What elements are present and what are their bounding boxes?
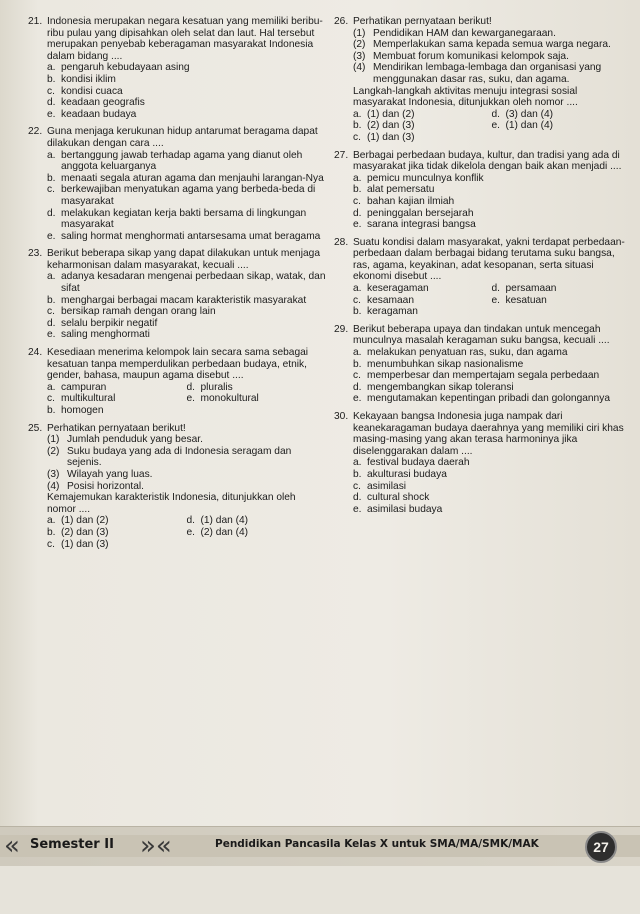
option: e. keadaan budaya — [47, 108, 137, 120]
option: a. pengaruh kebudayaan asing — [47, 62, 190, 74]
question-stem: Perhatikan pernyataan berikut! — [353, 16, 492, 27]
statement: (3) Membuat forum komunikasi kelompok saja. — [353, 50, 569, 62]
question-27 — [334, 150, 630, 231]
statement: (1) Jumlah penduduk yang besar. — [47, 434, 203, 446]
question-stem: Suatu kondisi dalam masyarakat, yakni terdapat perbedaan-perbedaan dalam berbagai bidang terutama suku bangsa, ras, agama, keyakinan, adat kesopanan, serta situasi ekonomi disebut .... — [353, 236, 625, 283]
question-stem: Kekayaan bangsa Indonesia juga nampak dari keanekaragaman budaya daerahnya yang memiliki ciri khas masing-masing yang akan terasa harmoninya jika diselenggarakan dalam .... — [353, 411, 624, 457]
option: a. campuran — [47, 381, 107, 393]
option: c. memperbesar dan mempertajam segala perbedaan — [353, 370, 600, 382]
page-bottom — [0, 866, 640, 914]
question-stem: Berikut beberapa upaya dan tindakan untuk mencegah munculnya masalah keragaman suku bangsa, kecuali .... — [353, 323, 610, 347]
option: d. pluralis — [186, 381, 233, 393]
question-stem: Perhatikan pernyataan berikut! — [47, 422, 186, 434]
option: d. keadaan geografis — [47, 97, 145, 109]
option: c. bersikap ramah dengan orang lain — [47, 306, 216, 318]
option: e. (2) dan (4) — [186, 526, 249, 538]
question-30 — [334, 411, 630, 515]
option: c. (1) dan (3) — [47, 538, 109, 550]
option: b. alat pemersatu — [353, 184, 435, 196]
option: d. (3) dan (4) — [491, 108, 554, 120]
option: a. (1) dan (2) — [47, 515, 109, 527]
option: c. multikultural — [47, 393, 116, 405]
option: a. adanya kesadaran mengenai perbedaan sikap, watak, dan sifat — [47, 271, 326, 295]
option: b. menghargai berbagai macam karakteristik masyarakat — [47, 294, 307, 306]
option: c. berkewajiban menyatukan agama yang berbeda-beda di masyarakat — [47, 184, 316, 207]
statement: (2) Suku budaya yang ada di Indonesia seragam dan sejenis. — [47, 445, 292, 469]
option: c. bahan kajian ilmiah — [353, 195, 455, 207]
question-25 — [28, 423, 326, 551]
option: c. kesamaan — [353, 294, 415, 306]
question-stem: Indonesia merupakan negara kesatuan yang memiliki beribu-ribu pulau yang dipisahkan oleh selat dan laut. Hal tersebut merupakan penyebab keberagaman masyarakat Indonesia dalam bidang .... — [47, 16, 323, 62]
option: b. (2) dan (3) — [47, 526, 109, 538]
question-stem: Guna menjaga kerukunan hidup antarumat beragama dapat dilakukan dengan cara .... — [47, 126, 318, 149]
question-number: 30. — [334, 411, 349, 422]
option: b. menumbuhkan sikap nasionalisme — [353, 358, 524, 370]
chevron-decoration-icon: »« — [140, 831, 172, 861]
question-28 — [334, 237, 630, 318]
option: d. selalu berpikir negatif — [47, 317, 158, 329]
option: a. melakukan penyatuan ras, suku, dan agama — [353, 347, 568, 359]
question-number: 25. — [28, 422, 43, 434]
right-column — [334, 16, 630, 521]
statement: (4) Posisi horizontal. — [47, 480, 145, 492]
semester-label: Semester II — [30, 837, 114, 852]
option: b. menaati segala aturan agama dan menjauhi larangan-Nya — [47, 172, 324, 184]
option: e. mengutamakan kepentingan pribadi dan golongannya — [353, 393, 610, 405]
question-number: 28. — [334, 236, 349, 248]
statement: (1) Pendidikan HAM dan kewarganegaraan. — [353, 27, 556, 39]
question-number: 21. — [28, 16, 43, 27]
question-number: 26. — [334, 16, 349, 27]
question-stem: Berikut beberapa sikap yang dapat dilakukan untuk menjaga keharmonisan dalam masyarakat, kecuali .... — [47, 248, 320, 271]
option: d. melakukan kegiatan kerja bakti bersama di lingkungan masyarakat — [47, 207, 307, 231]
option: d. mengembangkan sikap toleransi — [353, 381, 514, 393]
question-29 — [334, 324, 630, 405]
statement: (3) Wilayah yang luas. — [47, 468, 153, 480]
option: a. festival budaya daerah — [353, 457, 470, 469]
page-number-badge: 27 — [585, 831, 617, 863]
question-23 — [28, 248, 326, 341]
question-stem: Kesediaan menerima kelompok lain secara sama sebagai kesatuan tanpa memperdulikan perbedaan budaya, etnik, gender, bahasa, maupun agama disebut .... — [47, 347, 309, 382]
question-number: 24. — [28, 347, 43, 359]
option: e. saling menghormati — [47, 329, 150, 341]
statement: (2) Memperlakukan sama kepada semua warga negara. — [353, 39, 611, 51]
option: e. monokultural — [186, 393, 259, 405]
option: e. kesatuan — [491, 294, 547, 306]
option: c. asimilasi — [353, 480, 407, 492]
option: a. bertanggung jawab terhadap agama yang dianut oleh anggota keluarganya — [47, 149, 303, 173]
option: c. (1) dan (3) — [353, 131, 415, 143]
option: b. homogen — [47, 405, 104, 416]
option: d. (1) dan (4) — [186, 515, 249, 527]
chevron-left-icon: « — [4, 831, 20, 861]
option: b. keragaman — [353, 306, 418, 318]
question-number: 22. — [28, 126, 43, 138]
question-stem: Berbagai perbedaan budaya, kultur, dan tradisi yang ada di masyarakat jika tidak dikelola dengan baik akan menjadi .... — [353, 149, 622, 173]
option: d. persamaan — [491, 283, 557, 295]
book-title: Pendidikan Pancasila Kelas X untuk SMA/MA/SMK/MAK — [215, 838, 539, 850]
question-trailer: Langkah-langkah aktivitas menuju integrasi sosial masyarakat Indonesia, ditunjukkan oleh nomor .... — [353, 85, 578, 109]
option: b. akulturasi budaya — [353, 468, 447, 480]
question-trailer: Kemajemukan karakteristik Indonesia, ditunjukkan oleh nomor .... — [47, 492, 296, 515]
left-column — [28, 16, 326, 556]
question-number: 23. — [28, 248, 43, 260]
page-footer — [0, 826, 640, 868]
question-number: 27. — [334, 149, 349, 161]
option: b. (2) dan (3) — [353, 120, 415, 132]
statement: (4) Mendirikan lembaga-lembaga dan organisasi yang menggunakan dasar ras, suku, dan agama. — [353, 62, 602, 85]
option: b. kondisi iklim — [47, 73, 116, 85]
question-22 — [28, 126, 326, 242]
option: d. cultural shock — [353, 492, 430, 504]
option: e. (1) dan (4) — [491, 120, 554, 132]
question-number: 29. — [334, 323, 349, 335]
option: e. asimilasi budaya — [353, 503, 443, 515]
option: d. peninggalan bersejarah — [353, 207, 474, 219]
option: a. (1) dan (2) — [353, 108, 415, 120]
question-24 — [28, 347, 326, 417]
option: c. kondisi cuaca — [47, 85, 123, 97]
option: a. keseragaman — [353, 283, 429, 295]
option: e. sarana integrasi bangsa — [353, 219, 476, 231]
question-21 — [28, 16, 326, 120]
option: a. pemicu munculnya konflik — [353, 172, 484, 184]
option: e. saling hormat menghormati antarsesama umat beragama — [47, 230, 321, 242]
question-26 — [334, 16, 630, 144]
